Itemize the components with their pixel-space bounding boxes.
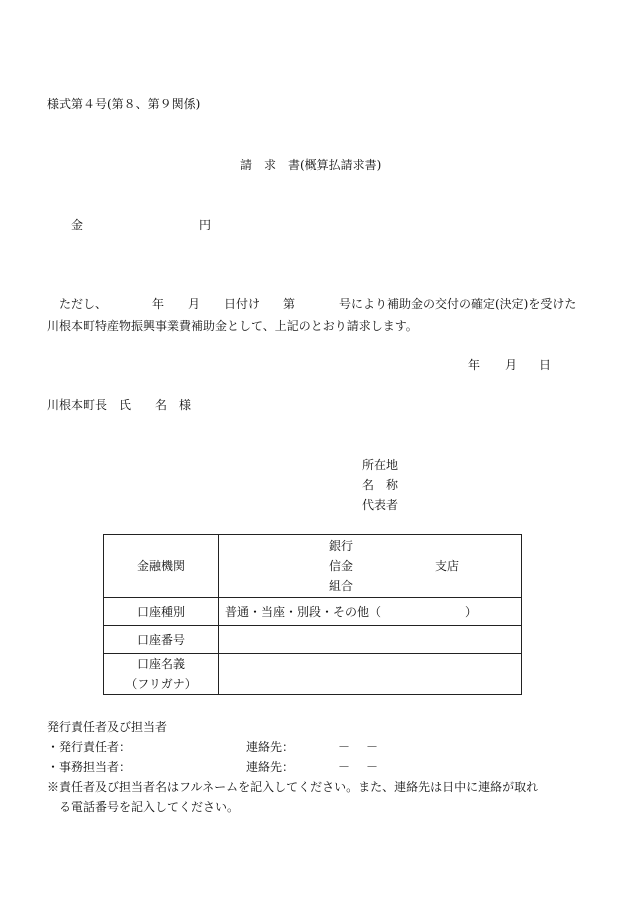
amount-kin: 金 [71,218,84,232]
date-nen: 年 [468,358,481,372]
body-tadashi: ただし、 [59,297,108,311]
addressee: 川根本町長 氏 名 様 [47,398,192,412]
account-type-label: 口座種別 [104,598,219,626]
note-line-1: ※責任者及び担当者名はフルネームを記入してください。また、連絡先は日中に連絡が取れ [47,780,539,794]
bank-row-account-type [104,598,522,626]
body-hizuke: 日付け [224,297,261,311]
body-rest: 号により補助金の交付の確定(決定)を受けた [339,297,577,311]
bank-info-table [103,534,522,695]
staff-dash-2: － [366,760,379,774]
contacts-heading: 発行責任者及び担当者 [47,720,168,734]
account-number-label: 口座番号 [104,626,219,654]
account-number-field[interactable] [219,626,522,654]
note-line-2: る電話番号を記入してください。 [59,800,240,814]
body-nen: 年 [152,297,165,311]
bank-row-account-number [104,626,522,654]
issuer-label: ・発行責任者： [47,740,132,754]
account-name-label: 口座名義 [136,657,185,671]
amount-en: 円 [199,218,212,232]
account-type-options[interactable]: 普通・当座・別段・その他（ ） [219,598,522,626]
document-title: 請 求 書(概算払請求書) [240,158,382,172]
body-line2: 川根本町特産物振興事業費補助金として、上記のとおり請求します。 [47,319,418,333]
issuer-contact-label: 連絡先： [246,740,295,754]
body-dai: 第 [283,297,296,311]
account-name-kana-label: （フリガナ） [125,677,197,691]
applicant-address: 所在地 [362,458,399,472]
branch-label: 支店 [435,559,460,573]
institution-type-bank: 銀行 [329,539,354,553]
account-name-field[interactable] [219,654,522,695]
date-hi: 日 [539,358,552,372]
applicant-name: 名 称 [362,478,399,492]
issuer-dash-1: － [338,740,351,754]
form-number: 様式第４号(第８、第９関係) [47,97,201,111]
date-tsuki: 月 [505,358,518,372]
institution-type-kumiai: 組合 [329,579,354,593]
staff-contact-label: 連絡先： [246,760,295,774]
staff-dash-1: － [338,760,351,774]
institution-type-shinkin: 信金 [329,559,354,573]
staff-label: ・事務担当者： [47,760,132,774]
institution-label: 金融機関 [104,535,219,598]
account-name-label-cell [104,654,219,695]
institution-cell[interactable] [219,535,522,598]
bank-row-institution [104,535,522,598]
issuer-dash-2: － [366,740,379,754]
applicant-representative: 代表者 [362,498,399,512]
body-tsuki: 月 [188,297,201,311]
bank-row-account-name [104,654,522,695]
